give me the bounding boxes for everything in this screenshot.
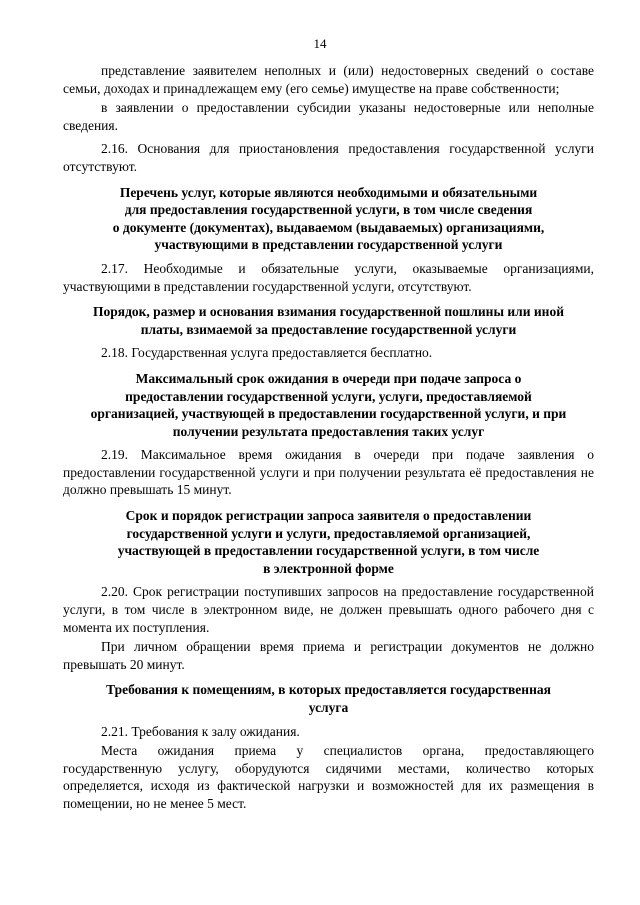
section-heading — [63, 507, 594, 577]
heading-line: платы, взимаемой за предоставление государственной услуги — [140, 321, 517, 337]
page-number: 14 — [313, 36, 327, 51]
section-heading — [63, 681, 594, 716]
heading-line: участвующей в предоставлении государственной услуги, в том числе — [117, 543, 540, 559]
paragraph: 2.20. Срок регистрации поступивших запросов на предоставление государственной услуги, в том числе в электронном виде, не должен превышать одного рабочего дня с момента их поступления. — [63, 584, 594, 635]
heading-line: Перечень услуг, которые являются необходимыми и обязательными — [119, 184, 538, 200]
paragraph: 2.21. Требования к залу ожидания. — [101, 723, 300, 739]
paragraph: 2.16. Основания для приостановления предоставления государственной услуги отсутствуют. — [63, 141, 594, 174]
section-heading — [63, 303, 594, 338]
paragraph: в заявлении о предоставлении субсидии указаны недостоверные или неполные сведения. — [63, 100, 594, 133]
heading-line: Требования к помещениям, в которых предоставляется государственная — [106, 682, 551, 698]
heading-line: в электронной форме — [263, 560, 394, 576]
document-body — [63, 62, 594, 815]
heading-line: Срок и порядок регистрации запроса заявителя о предоставлении — [125, 508, 532, 524]
heading-line: участвующими в представлении государственной услуги — [154, 237, 503, 253]
section-heading — [63, 184, 594, 254]
paragraph: 2.19. Максимальное время ожидания в очереди при подаче заявления о предоставлении государственной услуги и при получении результата её предоставления не должно превышать 15 минут. — [63, 447, 594, 498]
heading-line: предоставлении государственной услуги, услуги, предоставляемой — [125, 388, 532, 404]
heading-line: о документе (документах), выдаваемом (выдаваемых) организациями, — [112, 219, 545, 235]
heading-line: для предоставления государственной услуги, в том числе сведения — [124, 202, 533, 218]
heading-line: получении результата предоставления таких услуг — [172, 423, 485, 439]
heading-line: Порядок, размер и основания взимания государственной пошлины или иной — [93, 304, 564, 320]
heading-line: Максимальный срок ожидания в очереди при подаче запроса о — [135, 370, 522, 386]
paragraph: 2.18. Государственная услуга предоставляется бесплатно. — [101, 345, 433, 361]
heading-line: услуга — [308, 700, 349, 715]
heading-line: государственной услуги и услуги, предоставляемой организацией, — [126, 525, 531, 541]
heading-line: организацией, участвующей в предоставлении государственной услуги, и при — [90, 406, 567, 422]
section-heading — [63, 370, 594, 440]
paragraph: Места ожидания приема у специалистов органа, предоставляющего государственную услугу, оборудуются сидячими местами, количество которых определяется, исходя из фактической нагрузки и возможностей для их размещения в помещении, но не менее 5 мест. — [63, 743, 594, 811]
paragraph: представление заявителем неполных и (или) недостоверных сведений о составе семьи, доходах и принадлежащем ему (его семье) имуществе на праве собственности; — [63, 63, 594, 96]
paragraph: При личном обращении время приема и регистрации документов не должно превышать 20 минут. — [63, 639, 594, 672]
paragraph: 2.17. Необходимые и обязательные услуги, оказываемые организациями, участвующими в представлении государственной услуги, отсутствуют. — [63, 260, 594, 294]
